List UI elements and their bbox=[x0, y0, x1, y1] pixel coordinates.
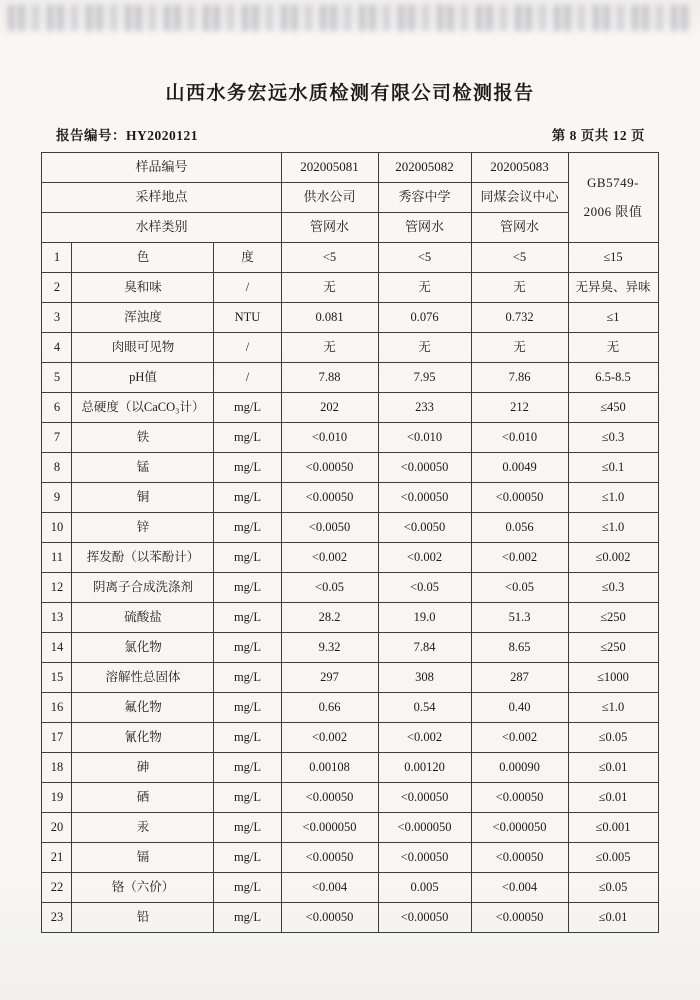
limit-value: ≤450 bbox=[568, 393, 658, 423]
table-row bbox=[42, 453, 658, 483]
row-index: 22 bbox=[42, 873, 72, 903]
sample-1-value: <5 bbox=[281, 243, 378, 273]
row-index: 14 bbox=[42, 633, 72, 663]
sample-1-value: <0.00050 bbox=[281, 483, 378, 513]
sample-3-value: <0.004 bbox=[471, 873, 568, 903]
table-row bbox=[42, 873, 658, 903]
sample-3-value: 8.65 bbox=[471, 633, 568, 663]
report-title: 山西水务宏远水质检测有限公司检测报告 bbox=[165, 83, 535, 104]
limit-value: ≤0.005 bbox=[568, 843, 658, 873]
report-number-label: 报告编号： bbox=[56, 128, 126, 143]
sample-1-value: 202 bbox=[281, 393, 378, 423]
row-index: 7 bbox=[42, 423, 72, 453]
sample-3-value: <0.002 bbox=[471, 723, 568, 753]
sample-2-value: <0.05 bbox=[378, 573, 471, 603]
row-index: 20 bbox=[42, 813, 72, 843]
sample-3-value: 7.86 bbox=[471, 363, 568, 393]
param-name: 硫酸盐 bbox=[72, 603, 214, 633]
param-unit: mg/L bbox=[214, 393, 281, 423]
sample-3-value: 0.00090 bbox=[471, 753, 568, 783]
sample-2-value: <0.0050 bbox=[378, 513, 471, 543]
bleed-through-band bbox=[8, 5, 692, 31]
param-unit: NTU bbox=[214, 303, 281, 333]
param-name: 锌 bbox=[72, 513, 214, 543]
table-row bbox=[42, 513, 658, 543]
param-name: 色 bbox=[72, 243, 214, 273]
sample-3-value: <0.05 bbox=[471, 573, 568, 603]
param-unit: mg/L bbox=[214, 633, 281, 663]
limit-value: ≤0.01 bbox=[568, 783, 658, 813]
sample-2-value: <0.00050 bbox=[378, 483, 471, 513]
param-name: 铁 bbox=[72, 423, 214, 453]
sample-3-value: <0.010 bbox=[471, 423, 568, 453]
row-index: 2 bbox=[42, 273, 72, 303]
row-index: 17 bbox=[42, 723, 72, 753]
sample-1-value: <0.05 bbox=[281, 573, 378, 603]
param-unit: mg/L bbox=[214, 423, 281, 453]
limit-value: ≤0.05 bbox=[568, 873, 658, 903]
param-name: 溶解性总固体 bbox=[72, 663, 214, 693]
param-name: 氟化物 bbox=[72, 693, 214, 723]
location-1: 供水公司 bbox=[281, 183, 378, 213]
param-unit: 度 bbox=[214, 243, 281, 273]
type-3: 管网水 bbox=[471, 213, 568, 243]
sample-1-value: <0.0050 bbox=[281, 513, 378, 543]
limit-value: ≤1.0 bbox=[568, 693, 658, 723]
table-row bbox=[42, 543, 658, 573]
row-index: 4 bbox=[42, 333, 72, 363]
sample-3-value: <0.00050 bbox=[471, 483, 568, 513]
limit-value: ≤1.0 bbox=[568, 513, 658, 543]
sample-1-value: 28.2 bbox=[281, 603, 378, 633]
table-row bbox=[42, 423, 658, 453]
sample-2-value: <0.002 bbox=[378, 723, 471, 753]
param-name: 臭和味 bbox=[72, 273, 214, 303]
param-name: 汞 bbox=[72, 813, 214, 843]
table-row bbox=[42, 603, 658, 633]
sample-id-label: 样品编号 bbox=[42, 153, 281, 183]
limit-value: ≤0.001 bbox=[568, 813, 658, 843]
param-name: 肉眼可见物 bbox=[72, 333, 214, 363]
limit-value: ≤1.0 bbox=[568, 483, 658, 513]
row-index: 23 bbox=[42, 903, 72, 933]
row-index: 3 bbox=[42, 303, 72, 333]
table-row bbox=[42, 633, 658, 663]
limit-standard-line2: 2006 限值 bbox=[583, 203, 643, 219]
page-indicator: 第 8 页共 12 页 bbox=[551, 128, 645, 143]
param-unit: mg/L bbox=[214, 813, 281, 843]
sample-3-value: 0.732 bbox=[471, 303, 568, 333]
sample-id-1: 202005081 bbox=[281, 153, 378, 183]
report-number-value: HY2020121 bbox=[126, 128, 198, 143]
sample-2-value: 无 bbox=[378, 273, 471, 303]
limit-value: ≤250 bbox=[568, 603, 658, 633]
type-label: 水样类别 bbox=[42, 213, 281, 243]
limit-value: ≤0.3 bbox=[568, 423, 658, 453]
param-unit: mg/L bbox=[214, 663, 281, 693]
param-unit: mg/L bbox=[214, 453, 281, 483]
param-name: pH值 bbox=[72, 363, 214, 393]
sample-2-value: 7.84 bbox=[378, 633, 471, 663]
param-unit: mg/L bbox=[214, 873, 281, 903]
table-row bbox=[42, 573, 658, 603]
row-index: 5 bbox=[42, 363, 72, 393]
table-row bbox=[42, 813, 658, 843]
table-row bbox=[42, 723, 658, 753]
water-quality-table bbox=[41, 152, 658, 933]
param-unit: mg/L bbox=[214, 903, 281, 933]
row-index: 19 bbox=[42, 783, 72, 813]
sample-1-value: 无 bbox=[281, 273, 378, 303]
row-index: 16 bbox=[42, 693, 72, 723]
sample-3-value: <5 bbox=[471, 243, 568, 273]
sample-1-value: <0.010 bbox=[281, 423, 378, 453]
sample-3-value: 0.40 bbox=[471, 693, 568, 723]
sample-2-value: <5 bbox=[378, 243, 471, 273]
sample-2-value: <0.00050 bbox=[378, 453, 471, 483]
param-unit: mg/L bbox=[214, 723, 281, 753]
row-index: 9 bbox=[42, 483, 72, 513]
param-unit: mg/L bbox=[214, 483, 281, 513]
param-name: 铅 bbox=[72, 903, 214, 933]
param-name: 硒 bbox=[72, 783, 214, 813]
table-row bbox=[42, 273, 658, 303]
sample-3-value: <0.000050 bbox=[471, 813, 568, 843]
sample-2-value: 0.00120 bbox=[378, 753, 471, 783]
sample-3-value: 0.0049 bbox=[471, 453, 568, 483]
sample-2-value: 0.076 bbox=[378, 303, 471, 333]
sample-3-value: 287 bbox=[471, 663, 568, 693]
sample-1-value: 0.00108 bbox=[281, 753, 378, 783]
sample-3-value: 无 bbox=[471, 273, 568, 303]
sample-2-value: 0.005 bbox=[378, 873, 471, 903]
param-name: 浑浊度 bbox=[72, 303, 214, 333]
sample-1-value: <0.002 bbox=[281, 723, 378, 753]
sample-1-value: 297 bbox=[281, 663, 378, 693]
limit-value: ≤0.01 bbox=[568, 753, 658, 783]
table-row bbox=[42, 483, 658, 513]
limit-value: 无异臭、异味 bbox=[568, 273, 658, 303]
sample-2-value: <0.010 bbox=[378, 423, 471, 453]
sample-1-value: <0.004 bbox=[281, 873, 378, 903]
param-unit: / bbox=[214, 333, 281, 363]
sample-1-value: <0.000050 bbox=[281, 813, 378, 843]
sample-1-value: <0.00050 bbox=[281, 783, 378, 813]
sample-2-value: <0.00050 bbox=[378, 843, 471, 873]
limit-value: ≤0.01 bbox=[568, 903, 658, 933]
param-unit: mg/L bbox=[214, 543, 281, 573]
sample-2-value: <0.000050 bbox=[378, 813, 471, 843]
param-unit: / bbox=[214, 273, 281, 303]
param-unit: mg/L bbox=[214, 843, 281, 873]
sample-id-3: 202005083 bbox=[471, 153, 568, 183]
param-unit: mg/L bbox=[214, 753, 281, 783]
limit-value: ≤15 bbox=[568, 243, 658, 273]
sample-3-value: <0.00050 bbox=[471, 783, 568, 813]
param-name: 氰化物 bbox=[72, 723, 214, 753]
limit-value: 6.5-8.5 bbox=[568, 363, 658, 393]
sample-3-value: 无 bbox=[471, 333, 568, 363]
header-row-location bbox=[42, 183, 658, 213]
sample-1-value: <0.00050 bbox=[281, 453, 378, 483]
param-name: 氯化物 bbox=[72, 633, 214, 663]
param-unit: mg/L bbox=[214, 783, 281, 813]
sample-1-value: 7.88 bbox=[281, 363, 378, 393]
type-2: 管网水 bbox=[378, 213, 471, 243]
table-row bbox=[42, 393, 658, 423]
param-unit: mg/L bbox=[214, 693, 281, 723]
sample-3-value: <0.002 bbox=[471, 543, 568, 573]
row-index: 18 bbox=[42, 753, 72, 783]
report-number bbox=[56, 124, 198, 144]
sample-2-value: 19.0 bbox=[378, 603, 471, 633]
param-name: 铜 bbox=[72, 483, 214, 513]
sample-3-value: <0.00050 bbox=[471, 843, 568, 873]
limit-standard-line1: GB5749- bbox=[587, 175, 639, 191]
location-label: 采样地点 bbox=[42, 183, 281, 213]
location-2: 秀容中学 bbox=[378, 183, 471, 213]
table-row bbox=[42, 843, 658, 873]
param-name: 镉 bbox=[72, 843, 214, 873]
sample-1-value: <0.00050 bbox=[281, 843, 378, 873]
table-row bbox=[42, 783, 658, 813]
sample-2-value: <0.00050 bbox=[378, 783, 471, 813]
sample-id-2: 202005082 bbox=[378, 153, 471, 183]
limit-value: ≤0.3 bbox=[568, 573, 658, 603]
sample-3-value: 51.3 bbox=[471, 603, 568, 633]
param-unit: mg/L bbox=[214, 603, 281, 633]
param-name: 铬（六价） bbox=[72, 873, 214, 903]
sample-2-value: <0.002 bbox=[378, 543, 471, 573]
sample-1-value: 9.32 bbox=[281, 633, 378, 663]
param-unit: / bbox=[214, 363, 281, 393]
table-row bbox=[42, 333, 658, 363]
header-row-sample-id bbox=[42, 153, 658, 183]
row-index: 6 bbox=[42, 393, 72, 423]
sample-2-value: <0.00050 bbox=[378, 903, 471, 933]
table-row bbox=[42, 753, 658, 783]
table-row bbox=[42, 693, 658, 723]
table-row bbox=[42, 243, 658, 273]
sample-1-value: 无 bbox=[281, 333, 378, 363]
table-row bbox=[42, 303, 658, 333]
sample-3-value: 212 bbox=[471, 393, 568, 423]
param-name: 砷 bbox=[72, 753, 214, 783]
row-index: 15 bbox=[42, 663, 72, 693]
limit-standard-header bbox=[568, 153, 658, 243]
param-name: 总硬度（以CaCO₃计） bbox=[72, 393, 214, 423]
sample-1-value: <0.00050 bbox=[281, 903, 378, 933]
limit-value: ≤1 bbox=[568, 303, 658, 333]
sample-3-value: 0.056 bbox=[471, 513, 568, 543]
table-row bbox=[42, 663, 658, 693]
row-index: 1 bbox=[42, 243, 72, 273]
sample-2-value: 0.54 bbox=[378, 693, 471, 723]
sample-2-value: 233 bbox=[378, 393, 471, 423]
limit-value: ≤0.002 bbox=[568, 543, 658, 573]
type-1: 管网水 bbox=[281, 213, 378, 243]
report-meta bbox=[56, 124, 645, 144]
limit-value: ≤0.1 bbox=[568, 453, 658, 483]
row-index: 21 bbox=[42, 843, 72, 873]
param-name: 阴离子合成洗涤剂 bbox=[72, 573, 214, 603]
param-name: 锰 bbox=[72, 453, 214, 483]
limit-value: ≤250 bbox=[568, 633, 658, 663]
row-index: 12 bbox=[42, 573, 72, 603]
limit-value: ≤0.05 bbox=[568, 723, 658, 753]
param-unit: mg/L bbox=[214, 513, 281, 543]
sample-3-value: <0.00050 bbox=[471, 903, 568, 933]
sample-2-value: 无 bbox=[378, 333, 471, 363]
row-index: 11 bbox=[42, 543, 72, 573]
table-row bbox=[42, 903, 658, 933]
limit-value: 无 bbox=[568, 333, 658, 363]
sample-1-value: 0.66 bbox=[281, 693, 378, 723]
table-row bbox=[42, 363, 658, 393]
limit-value: ≤1000 bbox=[568, 663, 658, 693]
sample-2-value: 308 bbox=[378, 663, 471, 693]
row-index: 13 bbox=[42, 603, 72, 633]
param-unit: mg/L bbox=[214, 573, 281, 603]
sample-1-value: <0.002 bbox=[281, 543, 378, 573]
row-index: 8 bbox=[42, 453, 72, 483]
location-3: 同煤会议中心 bbox=[471, 183, 568, 213]
sample-1-value: 0.081 bbox=[281, 303, 378, 333]
sample-2-value: 7.95 bbox=[378, 363, 471, 393]
header-row-type bbox=[42, 213, 658, 243]
param-name: 挥发酚（以苯酚计） bbox=[72, 543, 214, 573]
row-index: 10 bbox=[42, 513, 72, 543]
